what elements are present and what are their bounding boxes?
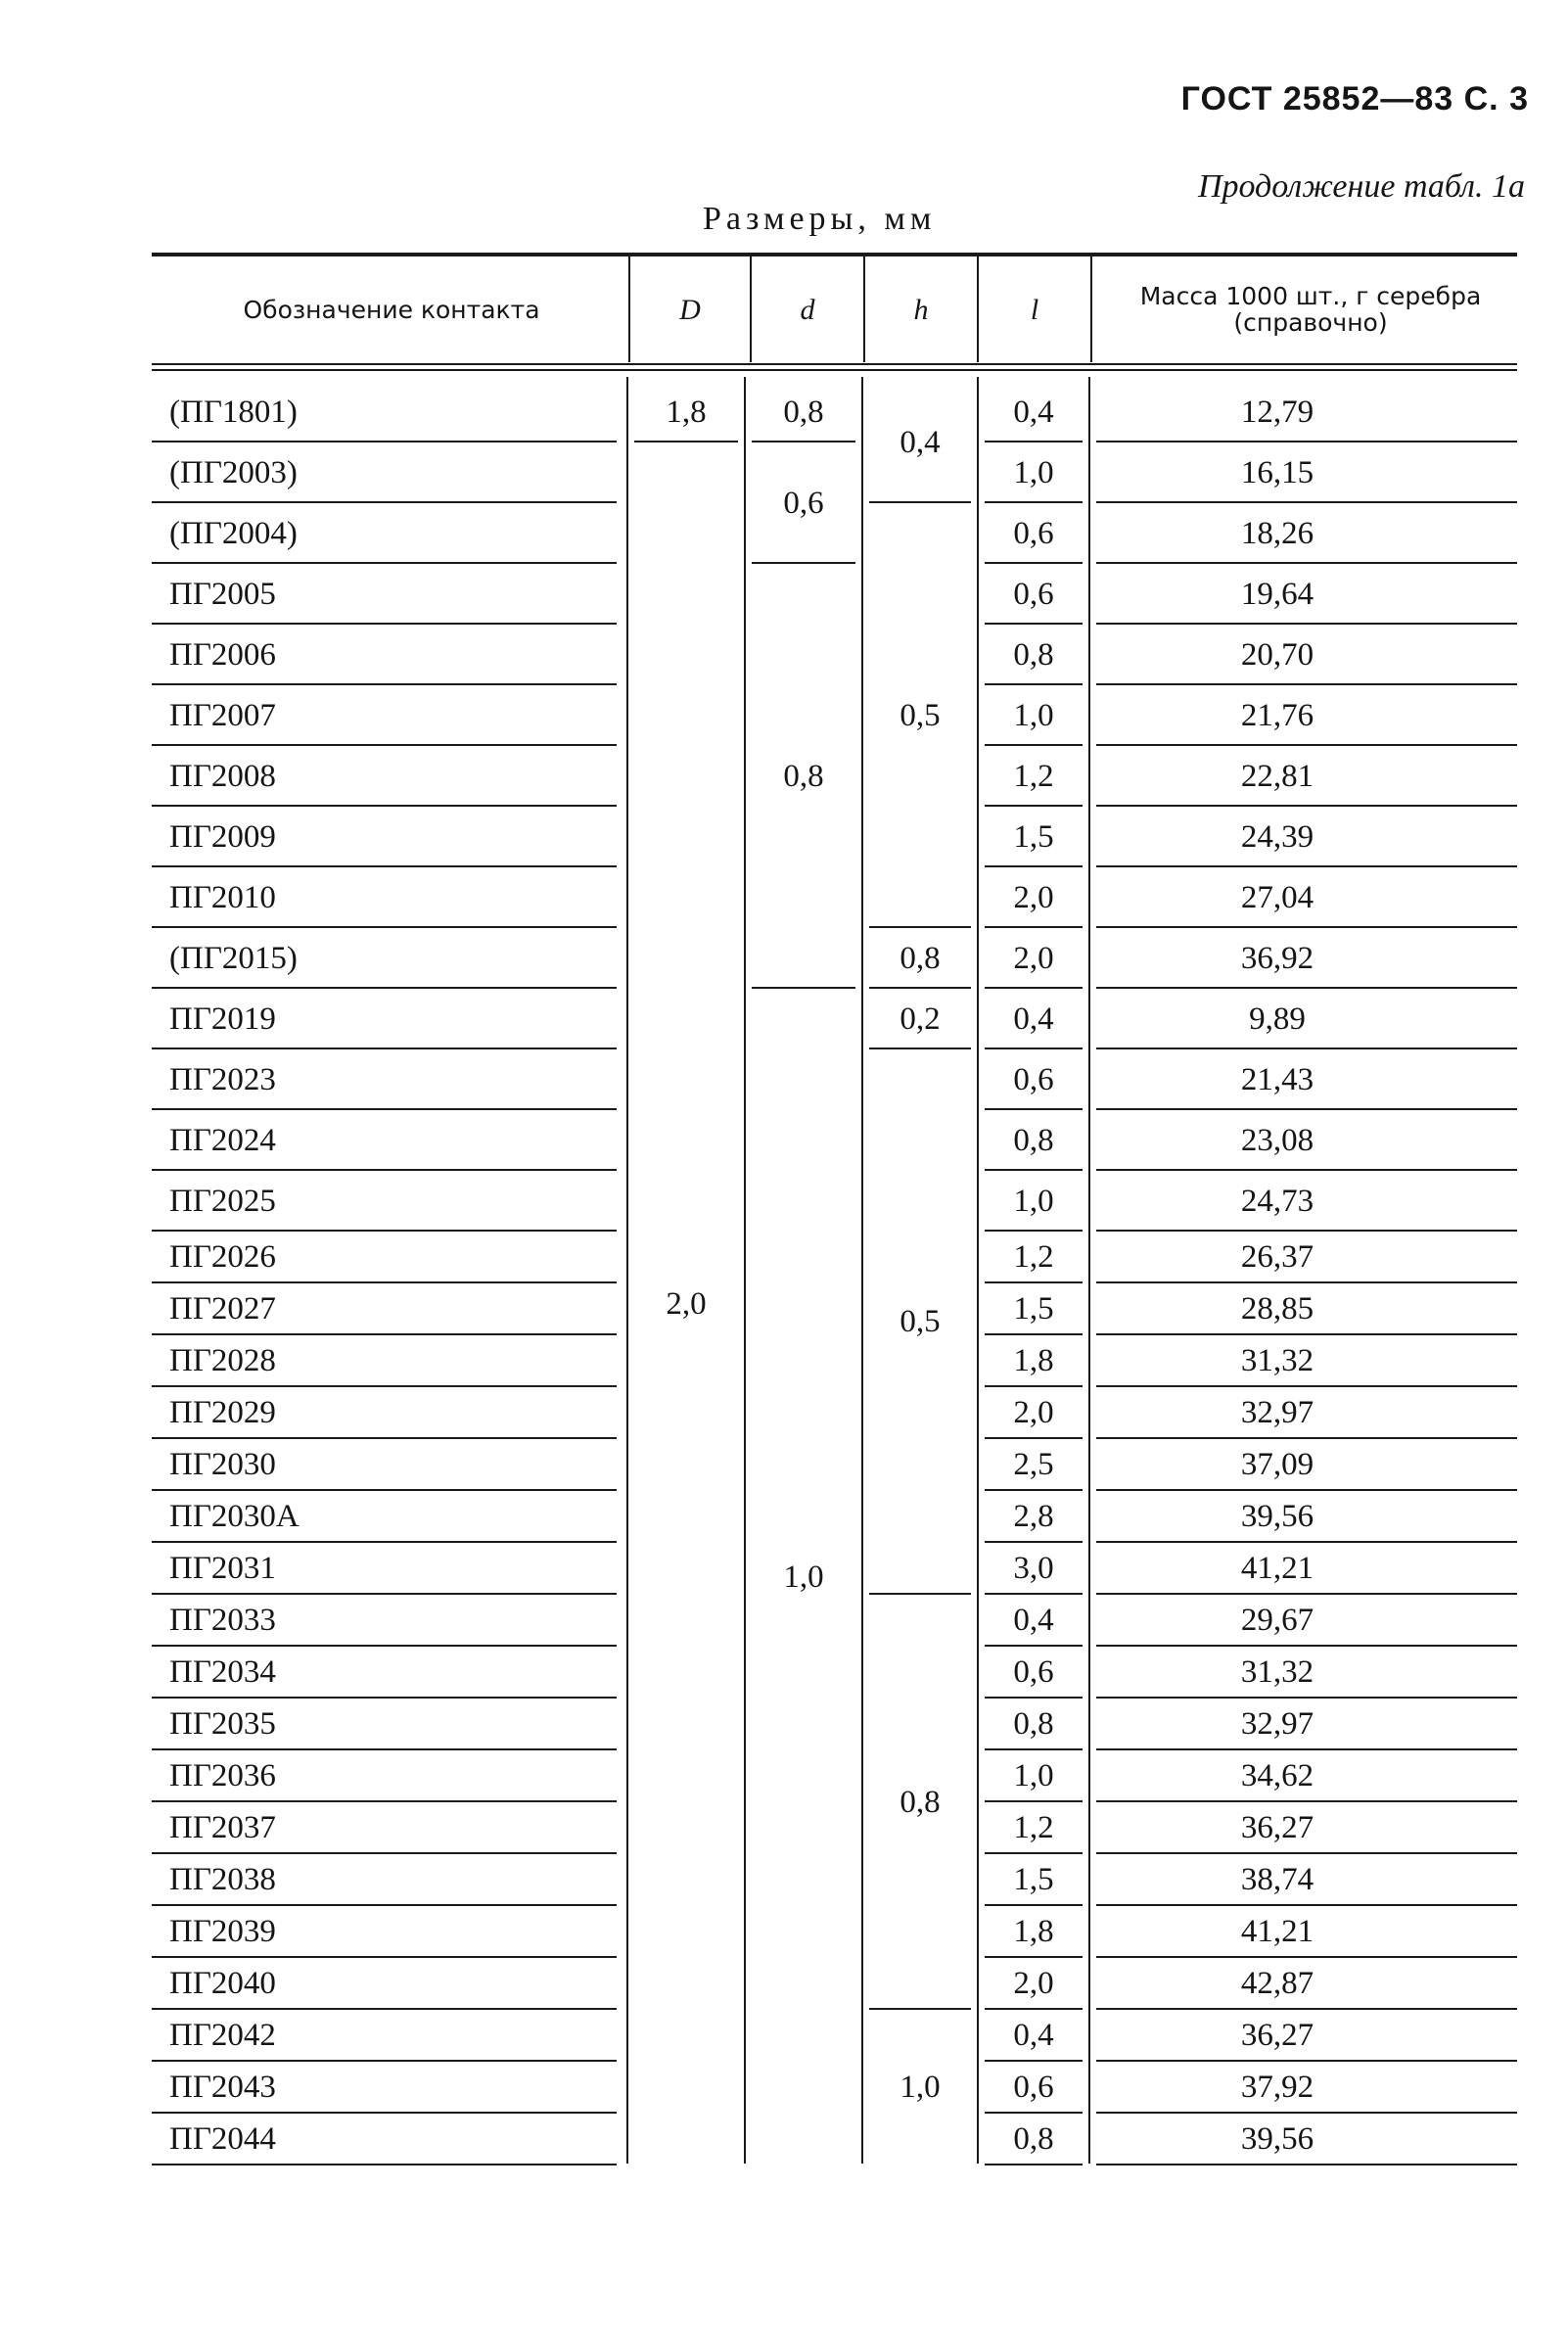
row-rule — [985, 1645, 1083, 1647]
row-rule — [1096, 623, 1517, 625]
row-rule — [1096, 1697, 1517, 1699]
row-rule — [152, 1697, 617, 1699]
row-rule — [1096, 2112, 1517, 2114]
row-rule — [985, 865, 1083, 867]
row-rule — [985, 1489, 1083, 1491]
row-rule — [152, 1956, 617, 1958]
row-rule — [1096, 805, 1517, 807]
header-rule-1 — [152, 363, 1517, 365]
length-value: 1,5 — [1013, 1862, 1054, 1897]
column-header-l: l — [1030, 293, 1039, 326]
row-rule — [634, 441, 738, 442]
length-value: 3,0 — [1013, 1551, 1054, 1586]
length-value: 0,4 — [1013, 394, 1054, 430]
row-rule — [152, 683, 617, 685]
row-rule — [152, 1748, 617, 1750]
row-rule — [985, 441, 1083, 442]
row-rule — [152, 1169, 617, 1171]
merged-d-value: 1,0 — [783, 1559, 824, 1595]
row-rule — [1096, 2008, 1517, 2010]
row-rule — [1096, 2164, 1517, 2165]
row-rule — [985, 623, 1083, 625]
row-rule — [1096, 1645, 1517, 1647]
mass-value: 29,67 — [1240, 1603, 1314, 1638]
length-value: 0,6 — [1013, 2070, 1054, 2105]
length-value: 0,8 — [1013, 636, 1054, 673]
merged-h-value: 0,8 — [899, 940, 941, 976]
contact-designation: ПГ2026 — [169, 1239, 276, 1275]
row-rule — [1096, 1169, 1517, 1171]
contact-designation: ПГ2007 — [169, 697, 276, 733]
contact-designation: ПГ2040 — [169, 1966, 276, 2001]
mass-value: 41,21 — [1240, 1551, 1314, 1586]
header-rule-2 — [152, 369, 1517, 371]
merged-d-value: 0,6 — [783, 485, 824, 521]
row-rule — [152, 623, 617, 625]
contact-designation: ПГ2009 — [169, 818, 276, 855]
row-rule — [1096, 1956, 1517, 1958]
contact-designation: ПГ2028 — [169, 1343, 276, 1378]
contact-designation: ПГ2039 — [169, 1914, 276, 1949]
length-value: 2,0 — [1013, 1966, 1054, 2001]
row-rule — [752, 987, 855, 989]
row-rule — [985, 744, 1083, 746]
row-rule — [985, 1281, 1083, 1283]
length-value: 1,2 — [1013, 1239, 1054, 1275]
mass-value: 31,32 — [1240, 1343, 1314, 1378]
row-rule — [152, 805, 617, 807]
contact-designation: ПГ2037 — [169, 1810, 276, 1845]
length-value: 0,8 — [1013, 1122, 1054, 1158]
row-rule — [1096, 987, 1517, 989]
row-rule — [1096, 1489, 1517, 1491]
contact-designation: ПГ2044 — [169, 2121, 276, 2157]
row-rule — [985, 987, 1083, 989]
contact-designation: ПГ2030А — [169, 1499, 300, 1534]
mass-value: 36,92 — [1240, 940, 1314, 976]
row-rule — [985, 1169, 1083, 1171]
row-rule — [869, 987, 971, 989]
row-rule — [152, 1904, 617, 1906]
row-rule — [985, 1333, 1083, 1335]
merged-D-value: 2,0 — [666, 1285, 707, 1322]
row-rule — [152, 1645, 617, 1647]
length-value: 1,0 — [1013, 1183, 1054, 1219]
row-rule — [152, 1593, 617, 1595]
row-rule — [152, 562, 617, 564]
row-rule — [1096, 1281, 1517, 1283]
row-rule — [869, 2008, 971, 2010]
row-rule — [1096, 683, 1517, 685]
row-rule — [869, 1048, 971, 1049]
contact-designation: (ПГ2004) — [169, 515, 298, 551]
contact-designation: ПГ2042 — [169, 2018, 276, 2053]
mass-value: 9,89 — [1249, 1001, 1306, 1037]
row-rule — [152, 441, 617, 442]
row-rule — [1096, 1800, 1517, 1802]
header-divider — [1090, 256, 1092, 362]
column-divider — [977, 377, 979, 2164]
mass-value: 20,70 — [1240, 636, 1314, 673]
row-rule — [152, 2008, 617, 2010]
column-divider — [744, 377, 746, 2164]
mass-value: 32,97 — [1240, 1706, 1314, 1742]
row-rule — [1096, 1048, 1517, 1049]
mass-value: 22,81 — [1240, 758, 1314, 794]
length-value: 0,6 — [1013, 1654, 1054, 1690]
standard-reference: ГОСТ 25852—83 С. 3 — [1180, 80, 1529, 117]
mass-value: 37,92 — [1240, 2070, 1314, 2105]
length-value: 2,5 — [1013, 1447, 1054, 1482]
length-value: 1,8 — [1013, 1343, 1054, 1378]
row-rule — [985, 1108, 1083, 1110]
contact-designation: ПГ2019 — [169, 1001, 276, 1037]
length-value: 1,0 — [1013, 697, 1054, 733]
row-rule — [1096, 1230, 1517, 1232]
mass-value: 31,32 — [1240, 1654, 1314, 1690]
contact-designation: ПГ2031 — [169, 1551, 276, 1586]
row-rule — [152, 1800, 617, 1802]
row-rule — [985, 2112, 1083, 2114]
contact-designation: ПГ2024 — [169, 1122, 276, 1158]
mass-value: 21,43 — [1240, 1061, 1314, 1097]
row-rule — [869, 501, 971, 503]
column-header-d: d — [800, 293, 815, 326]
row-rule — [985, 1956, 1083, 1958]
length-value: 2,0 — [1013, 940, 1054, 976]
mass-value: 28,85 — [1240, 1291, 1314, 1327]
row-rule — [1096, 501, 1517, 503]
row-rule — [985, 2008, 1083, 2010]
row-rule — [152, 2060, 617, 2062]
row-rule — [152, 1541, 617, 1543]
contact-designation: ПГ2010 — [169, 879, 276, 915]
length-value: 0,6 — [1013, 515, 1054, 551]
column-header-h: h — [913, 293, 929, 326]
mass-value: 24,39 — [1240, 818, 1314, 855]
mass-value: 38,74 — [1240, 1862, 1314, 1897]
row-rule — [152, 744, 617, 746]
mass-value: 23,08 — [1240, 1122, 1314, 1158]
row-rule — [985, 805, 1083, 807]
mass-value: 34,62 — [1240, 1758, 1314, 1793]
row-rule — [152, 2112, 617, 2114]
length-value: 2,0 — [1013, 1395, 1054, 1430]
mass-value: 24,73 — [1240, 1183, 1314, 1219]
length-value: 1,2 — [1013, 1810, 1054, 1845]
row-rule — [1096, 441, 1517, 442]
row-rule — [1096, 1904, 1517, 1906]
merged-h-value: 0,8 — [899, 1784, 941, 1820]
mass-value: 21,76 — [1240, 697, 1314, 733]
length-value: 1,8 — [1013, 1914, 1054, 1949]
mass-value: 19,64 — [1240, 576, 1314, 612]
row-rule — [152, 1852, 617, 1854]
column-header-designation: Обозначение контакта — [243, 295, 540, 324]
contact-designation: ПГ2036 — [169, 1758, 276, 1793]
column-divider — [1088, 377, 1090, 2164]
contact-designation: ПГ2030 — [169, 1447, 276, 1482]
length-value: 0,6 — [1013, 576, 1054, 612]
contact-designation: ПГ2035 — [169, 1706, 276, 1742]
row-rule — [985, 1593, 1083, 1595]
row-rule — [1096, 865, 1517, 867]
row-rule — [152, 865, 617, 867]
row-rule — [985, 1048, 1083, 1049]
row-rule — [985, 562, 1083, 564]
contact-designation: ПГ2005 — [169, 576, 276, 612]
dimensions-caption: Размеры, мм — [703, 201, 937, 237]
contact-designation: (ПГ2015) — [169, 940, 298, 976]
row-rule — [152, 1108, 617, 1110]
row-rule — [985, 1385, 1083, 1387]
row-rule — [152, 1437, 617, 1439]
mass-value: 39,56 — [1240, 1499, 1314, 1534]
row-rule — [985, 1904, 1083, 1906]
length-value: 2,0 — [1013, 879, 1054, 915]
row-rule — [1096, 1437, 1517, 1439]
merged-h-value: 0,4 — [899, 424, 941, 460]
row-rule — [985, 1800, 1083, 1802]
row-rule — [152, 926, 617, 928]
table-continuation-note: Продолжение табл. 1а — [1197, 168, 1525, 205]
row-rule — [985, 1437, 1083, 1439]
length-value: 1,0 — [1013, 454, 1054, 490]
contact-designation: ПГ2023 — [169, 1061, 276, 1097]
row-rule — [985, 926, 1083, 928]
row-rule — [1096, 1852, 1517, 1854]
contact-designation: ПГ2038 — [169, 1862, 276, 1897]
row-rule — [152, 1230, 617, 1232]
contact-designation: ПГ2043 — [169, 2070, 276, 2105]
row-rule — [869, 926, 971, 928]
mass-value: 36,27 — [1240, 1810, 1314, 1845]
merged-h-value: 0,5 — [899, 697, 941, 733]
contact-designation: ПГ2025 — [169, 1183, 276, 1219]
row-rule — [1096, 1593, 1517, 1595]
column-divider — [626, 377, 628, 2164]
row-rule — [985, 1697, 1083, 1699]
length-value: 1,0 — [1013, 1758, 1054, 1793]
row-rule — [752, 562, 855, 564]
contact-designation: ПГ2027 — [169, 1291, 276, 1327]
row-rule — [152, 2164, 617, 2165]
contact-designation: (ПГ2003) — [169, 454, 298, 490]
row-rule — [985, 1748, 1083, 1750]
column-divider — [861, 377, 863, 2164]
length-value: 0,8 — [1013, 1706, 1054, 1742]
column-header-mass: Масса 1000 шт., г серебра (справочно) — [1139, 282, 1482, 337]
length-value: 0,4 — [1013, 1603, 1054, 1638]
mass-value: 37,09 — [1240, 1447, 1314, 1482]
mass-value: 12,79 — [1240, 394, 1314, 430]
mass-value: 26,37 — [1240, 1239, 1314, 1275]
row-rule — [152, 1048, 617, 1049]
merged-h-value: 0,5 — [899, 1304, 941, 1339]
contact-designation: (ПГ1801) — [169, 394, 298, 430]
contact-designation: ПГ2006 — [169, 636, 276, 673]
mass-value: 42,87 — [1240, 1966, 1314, 2001]
mass-value: 32,97 — [1240, 1395, 1314, 1430]
length-value: 0,4 — [1013, 1001, 1054, 1037]
merged-h-value: 1,0 — [899, 2070, 941, 2105]
length-value: 2,8 — [1013, 1499, 1054, 1534]
merged-D-value: 1,8 — [666, 394, 707, 430]
contact-designation: ПГ2008 — [169, 758, 276, 794]
length-value: 1,5 — [1013, 1291, 1054, 1327]
merged-h-value: 0,2 — [899, 1001, 941, 1037]
length-value: 0,6 — [1013, 1061, 1054, 1097]
row-rule — [1096, 2060, 1517, 2062]
mass-value: 18,26 — [1240, 515, 1314, 551]
contact-designation: ПГ2033 — [169, 1603, 276, 1638]
mass-value: 27,04 — [1240, 879, 1314, 915]
row-rule — [152, 1489, 617, 1491]
row-rule — [152, 1385, 617, 1387]
row-rule — [752, 441, 855, 442]
row-rule — [1096, 1748, 1517, 1750]
mass-value: 41,21 — [1240, 1914, 1314, 1949]
mass-value: 36,27 — [1240, 2018, 1314, 2053]
row-rule — [985, 683, 1083, 685]
row-rule — [985, 2060, 1083, 2062]
contact-designation: ПГ2034 — [169, 1654, 276, 1690]
mass-value: 39,56 — [1240, 2121, 1314, 2157]
row-rule — [1096, 1541, 1517, 1543]
row-rule — [985, 1541, 1083, 1543]
row-rule — [1096, 1385, 1517, 1387]
row-rule — [1096, 926, 1517, 928]
contact-designation: ПГ2029 — [169, 1395, 276, 1430]
row-rule — [1096, 1333, 1517, 1335]
row-rule — [869, 1593, 971, 1595]
mass-value: 16,15 — [1240, 454, 1314, 490]
row-rule — [152, 987, 617, 989]
length-value: 1,5 — [1013, 818, 1054, 855]
length-value: 0,8 — [1013, 2121, 1054, 2157]
row-rule — [985, 1852, 1083, 1854]
row-rule — [152, 1333, 617, 1335]
row-rule — [985, 501, 1083, 503]
merged-d-value: 0,8 — [783, 758, 824, 794]
row-rule — [1096, 562, 1517, 564]
row-rule — [1096, 1108, 1517, 1110]
row-rule — [985, 2164, 1083, 2165]
row-rule — [985, 1230, 1083, 1232]
length-value: 1,2 — [1013, 758, 1054, 794]
length-value: 0,4 — [1013, 2018, 1054, 2053]
row-rule — [152, 501, 617, 503]
column-header-D: D — [679, 293, 701, 326]
row-rule — [152, 1281, 617, 1283]
merged-d-value: 0,8 — [783, 394, 824, 430]
row-rule — [1096, 744, 1517, 746]
